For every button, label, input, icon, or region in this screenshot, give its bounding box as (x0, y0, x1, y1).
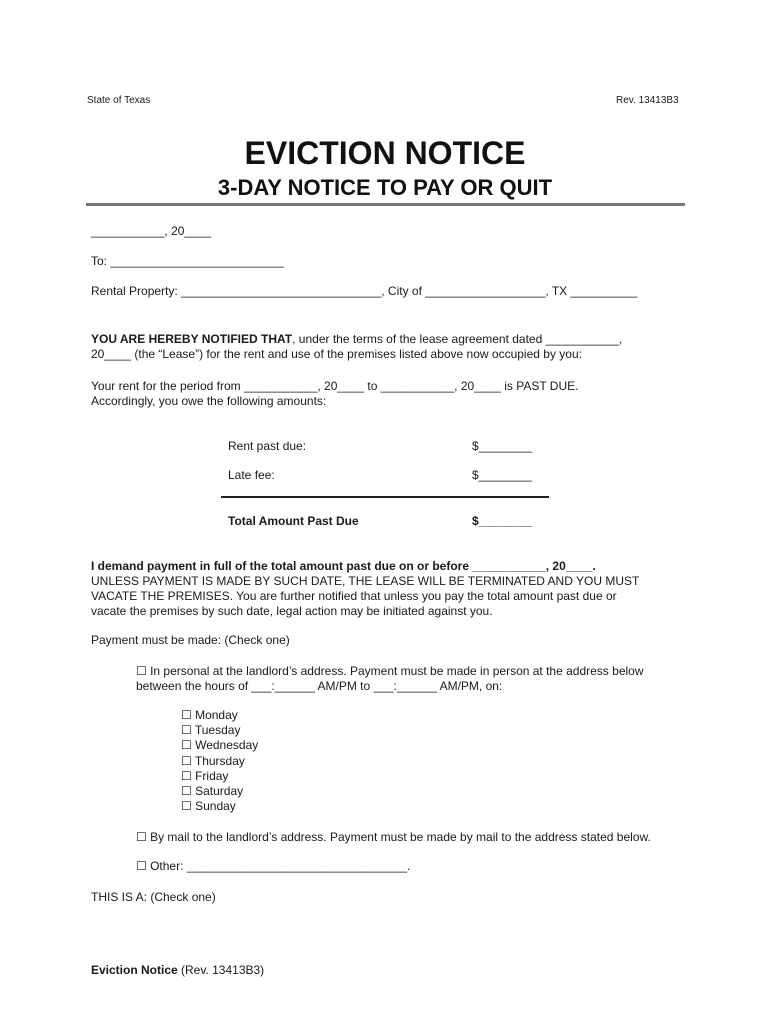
document-subtitle: 3-DAY NOTICE TO PAY OR QUIT (217, 175, 553, 200)
revision-label: Rev. 13413B3 (616, 95, 679, 106)
rent-past-due-value: $________ (472, 439, 533, 453)
demand-line: I demand payment in full of the total amount past due on or before ___________, 20____. (91, 559, 596, 573)
by-mail-option[interactable]: ☐ By mail to the landlord’s address. Payment must be made by mail to the address stated below. (136, 830, 651, 844)
rent-period-line: Your rent for the period from ___________, 20____ to ___________, 20____ is PAST DUE. (91, 379, 579, 393)
days-list (181, 708, 258, 814)
day-checkbox-friday[interactable]: ☐ Friday (181, 768, 229, 783)
total-divider (221, 496, 549, 498)
in-person-option[interactable]: ☐ In personal at the landlord’s address. Payment must be made in person at the address below (136, 664, 644, 678)
other-option[interactable]: ☐ Other: _________________________________. (136, 859, 411, 873)
footer (91, 963, 264, 978)
to-field: To: __________________________ (91, 254, 284, 268)
day-checkbox-sunday[interactable]: ☐ Sunday (181, 799, 236, 814)
day-checkbox-wednesday[interactable]: ☐ Wednesday (181, 738, 259, 753)
footer-title: Eviction Notice (91, 963, 178, 977)
title-divider (86, 203, 685, 206)
day-checkbox-saturday[interactable]: ☐ Saturday (181, 784, 244, 799)
rent-owe-line: Accordingly, you owe the following amounts: (91, 394, 327, 408)
notice-lead-rest: , under the terms of the lease agreement dated ___________, (292, 332, 623, 346)
demand-warning-line1: UNLESS PAYMENT IS MADE BY SUCH DATE, THE LEASE WILL BE TERMINATED AND YOU MUST (91, 574, 640, 588)
day-checkbox-monday[interactable]: ☐ Monday (181, 708, 238, 722)
demand-warning-line3: vacate the premises by such date, legal action may be initiated against you. (91, 604, 493, 618)
late-fee-value: $________ (472, 468, 533, 482)
date-field: ___________, 20____ (91, 224, 212, 238)
total-value: $________ (472, 514, 533, 528)
late-fee-label: Late fee: (228, 468, 275, 482)
payment-heading: Payment must be made: (Check one) (91, 633, 290, 647)
document-title: EVICTION NOTICE (244, 135, 526, 171)
day-checkbox-tuesday[interactable]: ☐ Tuesday (181, 723, 241, 738)
in-person-hours-line: between the hours of ___:______ AM/PM to ___:______ AM/PM, on: (136, 679, 503, 693)
footer-rev: (Rev. 13413B3) (177, 963, 265, 977)
this-is-a-heading: THIS IS A: (Check one) (91, 890, 216, 904)
state-label: State of Texas (87, 95, 151, 106)
demand-warning-line2: VACATE THE PREMISES. You are further notified that unless you pay the total amount past due or (91, 589, 617, 603)
notice-lead: YOU ARE HEREBY NOTIFIED THAT (91, 332, 293, 346)
rent-past-due-label: Rent past due: (228, 439, 307, 453)
notice-paragraph-line2: 20____ (the “Lease”) for the rent and use of the premises listed above now occupied by you: (91, 347, 582, 361)
notice-paragraph-line1 (91, 332, 622, 347)
day-checkbox-thursday[interactable]: ☐ Thursday (181, 753, 245, 768)
rental-property-field: Rental Property: ______________________________, City of __________________, TX __________ (91, 284, 638, 298)
total-label: Total Amount Past Due (228, 514, 359, 528)
